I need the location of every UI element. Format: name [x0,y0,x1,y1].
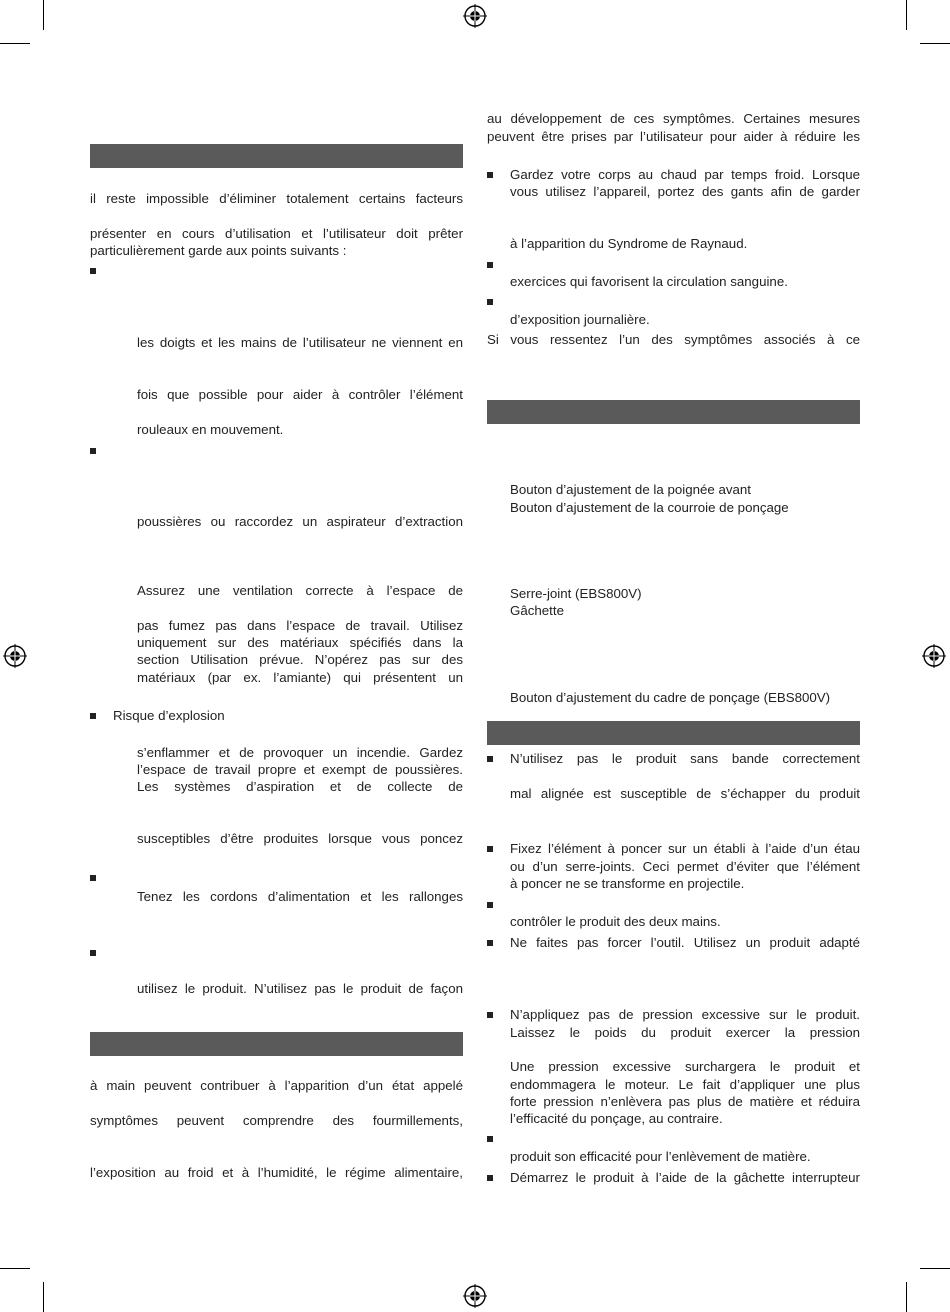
bullet-icon [487,846,493,852]
section-header-bar [487,721,860,745]
body-text-line: vous utilisez l’appareil, portez des gants afin de garder [510,184,860,199]
registration-mark-icon [463,4,487,28]
bullet-icon [487,1136,493,1142]
section-header-bar [487,400,860,424]
crop-mark [43,1282,44,1312]
crop-mark [920,1268,950,1269]
crop-mark [43,0,44,30]
body-text-line: ou d’un serre-joints. Ceci permet d’éviter que l’élément [510,859,860,874]
parts-list-item: Gâchette [510,603,564,618]
body-text-line: il reste impossible d’éliminer totalement certains facteurs [90,191,463,206]
bullet-icon [90,875,96,881]
body-text-line: particulièrement garde aux points suivants : [90,243,347,258]
body-text-line: Laissez le poids du produit exercer la pression [510,1025,860,1040]
bullet-icon [487,1175,493,1181]
body-text-line: Ne faites pas forcer l’outil. Utilisez un produit adapté [510,935,860,950]
registration-mark-icon [3,644,27,668]
body-text-line: matériaux (par ex. l’amiante) qui présentent un [137,670,463,685]
body-text-line: s’enflammer et de provoquer un incendie. Gardez [137,745,463,760]
body-text-line: N’utilisez pas le produit sans bande correctement [510,751,860,766]
parts-list-item: Serre-joint (EBS800V) [510,586,642,601]
body-text-line: utilisez le produit. N’utilisez pas le produit de façon [137,981,463,996]
body-text-line: l’espace de travail propre et exempt de poussières. [137,762,463,777]
body-text-line: mal alignée est susceptible de s’échapper du produit [510,786,860,801]
body-text-line: au développement de ces symptômes. Certaines mesures [487,111,860,126]
body-text-line: susceptibles d’être produites lorsque vous poncez [137,831,463,846]
body-text-line: Les systèmes d’aspiration et de collecte de [137,779,463,794]
body-text-line: exercices qui favorisent la circulation sanguine. [510,274,788,289]
bullet-icon [487,756,493,762]
body-text-line: contrôler le produit des deux mains. [510,914,721,929]
section-header-bar [90,1032,463,1056]
body-text-line: l’exposition au froid et à l’humidité, le régime alimentaire, [90,1165,463,1180]
bullet-icon [487,902,493,908]
body-text-line: rouleaux en mouvement. [137,422,284,437]
bullet-icon [90,713,96,719]
crop-mark [906,1282,907,1312]
registration-mark-icon [463,1284,487,1308]
bullet-icon [487,1012,493,1018]
body-text-line: Une pression excessive surchargera le produit et [510,1059,860,1074]
bullet-icon [90,448,96,454]
body-text-line: poussières ou raccordez un aspirateur d’extraction [137,514,463,529]
body-text-line: Gardez votre corps au chaud par temps froid. Lorsque [510,167,860,182]
parts-list-item: Bouton d’ajustement du cadre de ponçage (EBS800V) [510,690,831,705]
body-text-line: à poncer ne se transforme en projectile. [510,876,745,891]
body-text-line: Tenez les cordons d’alimentation et les rallonges [137,889,463,904]
body-text-line: Assurez une ventilation correcte à l’espace de [137,583,463,598]
bullet-icon [487,940,493,946]
bullet-icon [90,950,96,956]
crop-mark [920,43,950,44]
body-text-line: présenter en cours d’utilisation et l’utilisateur doit prêter [90,226,463,241]
body-text-line: Démarrez le produit à l’aide de la gâchette interrupteur [510,1170,860,1185]
crop-mark [0,43,30,44]
registration-mark-icon [922,644,946,668]
body-text-line: forte pression n’enlèvera pas plus de matière et réduira [510,1094,860,1109]
body-text-line: Si vous ressentez l’un des symptômes associés à ce [487,332,860,347]
body-text-line: d’exposition journalière. [510,312,650,327]
body-text-line: fois que possible pour aider à contrôler l’élément [137,387,463,402]
body-text-line: N’appliquez pas de pression excessive sur le produit. [510,1007,860,1022]
body-text-line: pas fumez pas dans l’espace de travail. Utilisez [137,618,463,633]
body-text-line: à main peuvent contribuer à l’apparition d’un état appelé [90,1078,463,1093]
crop-mark [906,0,907,30]
bullet-icon [90,268,96,274]
bullet-icon [487,262,493,268]
body-text-line: à l’apparition du Syndrome de Raynaud. [510,236,748,251]
body-text-line: peuvent être prises par l’utilisateur pour aider à réduire les [487,129,860,144]
body-text-line: Fixez l’élément à poncer sur un établi à l’aide d’un étau [510,841,860,856]
body-text-line: l’efficacité du ponçage, au contraire. [510,1111,723,1126]
parts-list-item: Bouton d’ajustement de la poignée avant [510,482,751,497]
body-text-line: Risque d’explosion [113,708,225,723]
body-text-line: section Utilisation prévue. N’opérez pas sur des [137,652,463,667]
bullet-icon [487,299,493,305]
body-text-line: endommagera le moteur. Le fait d’appliquer une plus [510,1077,860,1092]
crop-mark [0,1268,30,1269]
body-text-line: symptômes peuvent comprendre des fourmillements, [90,1113,463,1128]
body-text-line: produit son efficacité pour l’enlèvement de matière. [510,1149,811,1164]
body-text-line: les doigts et les mains de l’utilisateur ne viennent en [137,335,463,350]
section-header-bar [90,144,463,168]
body-text-line: uniquement sur des matériaux spécifiés dans la [137,635,463,650]
parts-list-item: Bouton d’ajustement de la courroie de ponçage [510,500,789,515]
bullet-icon [487,172,493,178]
